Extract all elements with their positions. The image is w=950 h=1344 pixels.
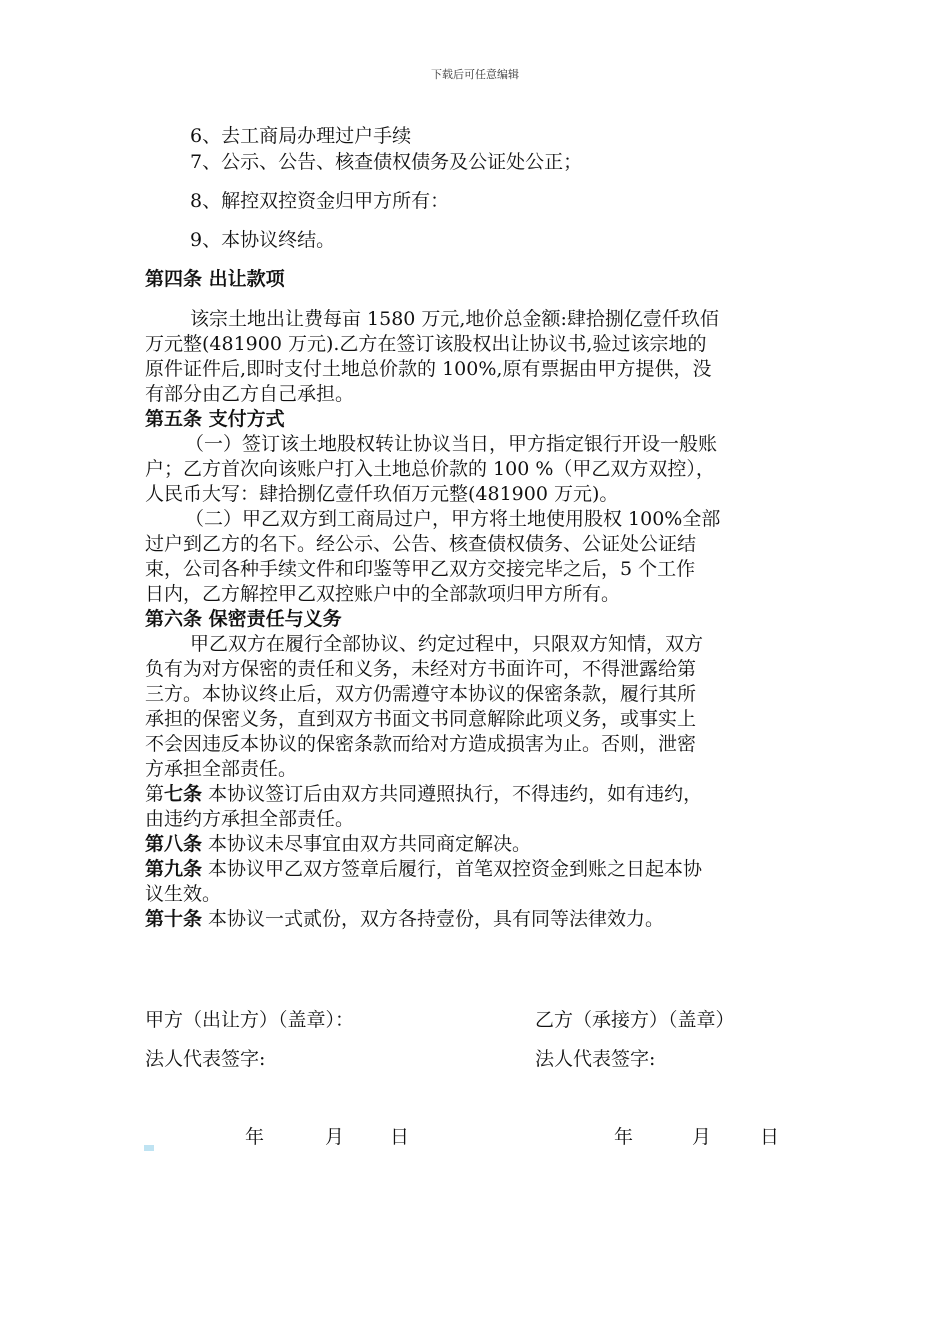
article-8-text: 本协议未尽事宜由双方共同商定解决。 — [202, 833, 532, 855]
article-10 — [145, 907, 805, 932]
party-b-year-label: 年 — [614, 1126, 634, 1148]
party-a-day-label: 日 — [390, 1126, 410, 1148]
article-6-line: 三方。本协议终止后，双方仍需遵守本协议的保密条款，履行其所 — [145, 683, 697, 705]
article-5-line: 日内，乙方解控甲乙双控账户中的全部款项归甲方所有。 — [145, 583, 621, 605]
article-9-line: 本协议甲乙双方签章后履行，首笔双控资金到账之日起本协 — [202, 858, 703, 880]
article-4-line: 该宗土地出让费每亩 1580 万元,地价总金额:肆拾捌亿壹仟玖佰 — [190, 308, 719, 330]
article-7-line: 由违约方承担全部责任。 — [145, 808, 355, 830]
article-9 — [145, 857, 805, 882]
party-a-month-label: 月 — [325, 1126, 345, 1148]
article-7 — [145, 782, 805, 807]
page-header-note: 下载后可任意编辑 — [431, 68, 519, 81]
article-9-title: 第九条 — [145, 858, 203, 880]
article-7-prefix: 第 — [145, 783, 165, 805]
text-cursor-marker — [144, 1145, 154, 1151]
party-a-year-label: 年 — [245, 1126, 265, 1148]
party-a-rep-signature-label: 法人代表签字: — [145, 1048, 266, 1070]
article-5-line: 过户到乙方的名下。经公示、公告、核查债权债务、公证处公证结 — [145, 533, 697, 555]
article-7-title: 七条 — [164, 783, 203, 805]
article-5-title: 第五条 支付方式 — [145, 408, 285, 430]
article-10-text: 本协议一式贰份，双方各持壹份，具有同等法律效力。 — [202, 908, 665, 930]
article-5-line: （一）签订该土地股权转让协议当日，甲方指定银行开设一般账 — [185, 433, 718, 455]
article-6-line: 甲乙双方在履行全部协议、约定过程中，只限双方知情，双方 — [190, 633, 704, 655]
party-a-seal-label: 甲方（出让方）（盖章）： — [145, 1009, 355, 1031]
step-9: 9、本协议终结。 — [190, 229, 336, 251]
article-9-line: 议生效。 — [145, 883, 222, 905]
article-8 — [145, 832, 805, 857]
party-b-rep-signature-label: 法人代表签字: — [535, 1048, 656, 1070]
article-5-line: 人民币大写：肆拾捌亿壹仟玖佰万元整(481900 万元)。 — [145, 483, 619, 505]
article-6-line: 负有为对方保密的责任和义务，未经对方书面许可，不得泄露给第 — [145, 658, 697, 680]
article-4-line: 万元整(481900 万元).乙方在签订该股权出让协议书,验过该宗地的 — [145, 333, 707, 355]
article-5-line: 束，公司各种手续文件和印鉴等甲乙双方交接完毕之后，5 个工作 — [145, 558, 696, 580]
step-8: 8、解控双控资金归甲方所有： — [190, 190, 450, 212]
party-b-month-label: 月 — [692, 1126, 712, 1148]
article-6-line: 承担的保密义务，直到双方书面文书同意解除此项义务，或事实上 — [145, 708, 697, 730]
article-8-title: 第八条 — [145, 833, 203, 855]
article-4-title: 第四条 出让款项 — [145, 268, 285, 290]
article-5-line: 户；乙方首次向该账户打入土地总价款的 100 %（甲乙双方双控）， — [145, 458, 715, 480]
party-b-day-label: 日 — [760, 1126, 780, 1148]
step-7: 7、公示、公告、核查债权债务及公证处公正； — [190, 151, 583, 173]
step-6: 6、去工商局办理过户手续 — [190, 125, 412, 147]
article-4-line: 有部分由乙方自己承担。 — [145, 383, 355, 405]
article-6-line: 不会因违反本协议的保密条款而给对方造成损害为止。否则，泄密 — [145, 733, 697, 755]
article-10-title: 第十条 — [145, 908, 203, 930]
article-7-line: 本协议签订后由双方共同遵照执行，不得违约，如有违约， — [202, 783, 703, 805]
article-5-line: （二）甲乙双方到工商局过户，甲方将土地使用股权 100%全部 — [185, 508, 721, 530]
article-4-line: 原件证件后,即时支付土地总价款的 100%,原有票据由甲方提供，没 — [145, 358, 712, 380]
party-b-seal-label: 乙方（承接方）（盖章） — [535, 1009, 735, 1031]
article-6-line: 方承担全部责任。 — [145, 758, 298, 780]
article-6-title: 第六条 保密责任与义务 — [145, 608, 342, 630]
